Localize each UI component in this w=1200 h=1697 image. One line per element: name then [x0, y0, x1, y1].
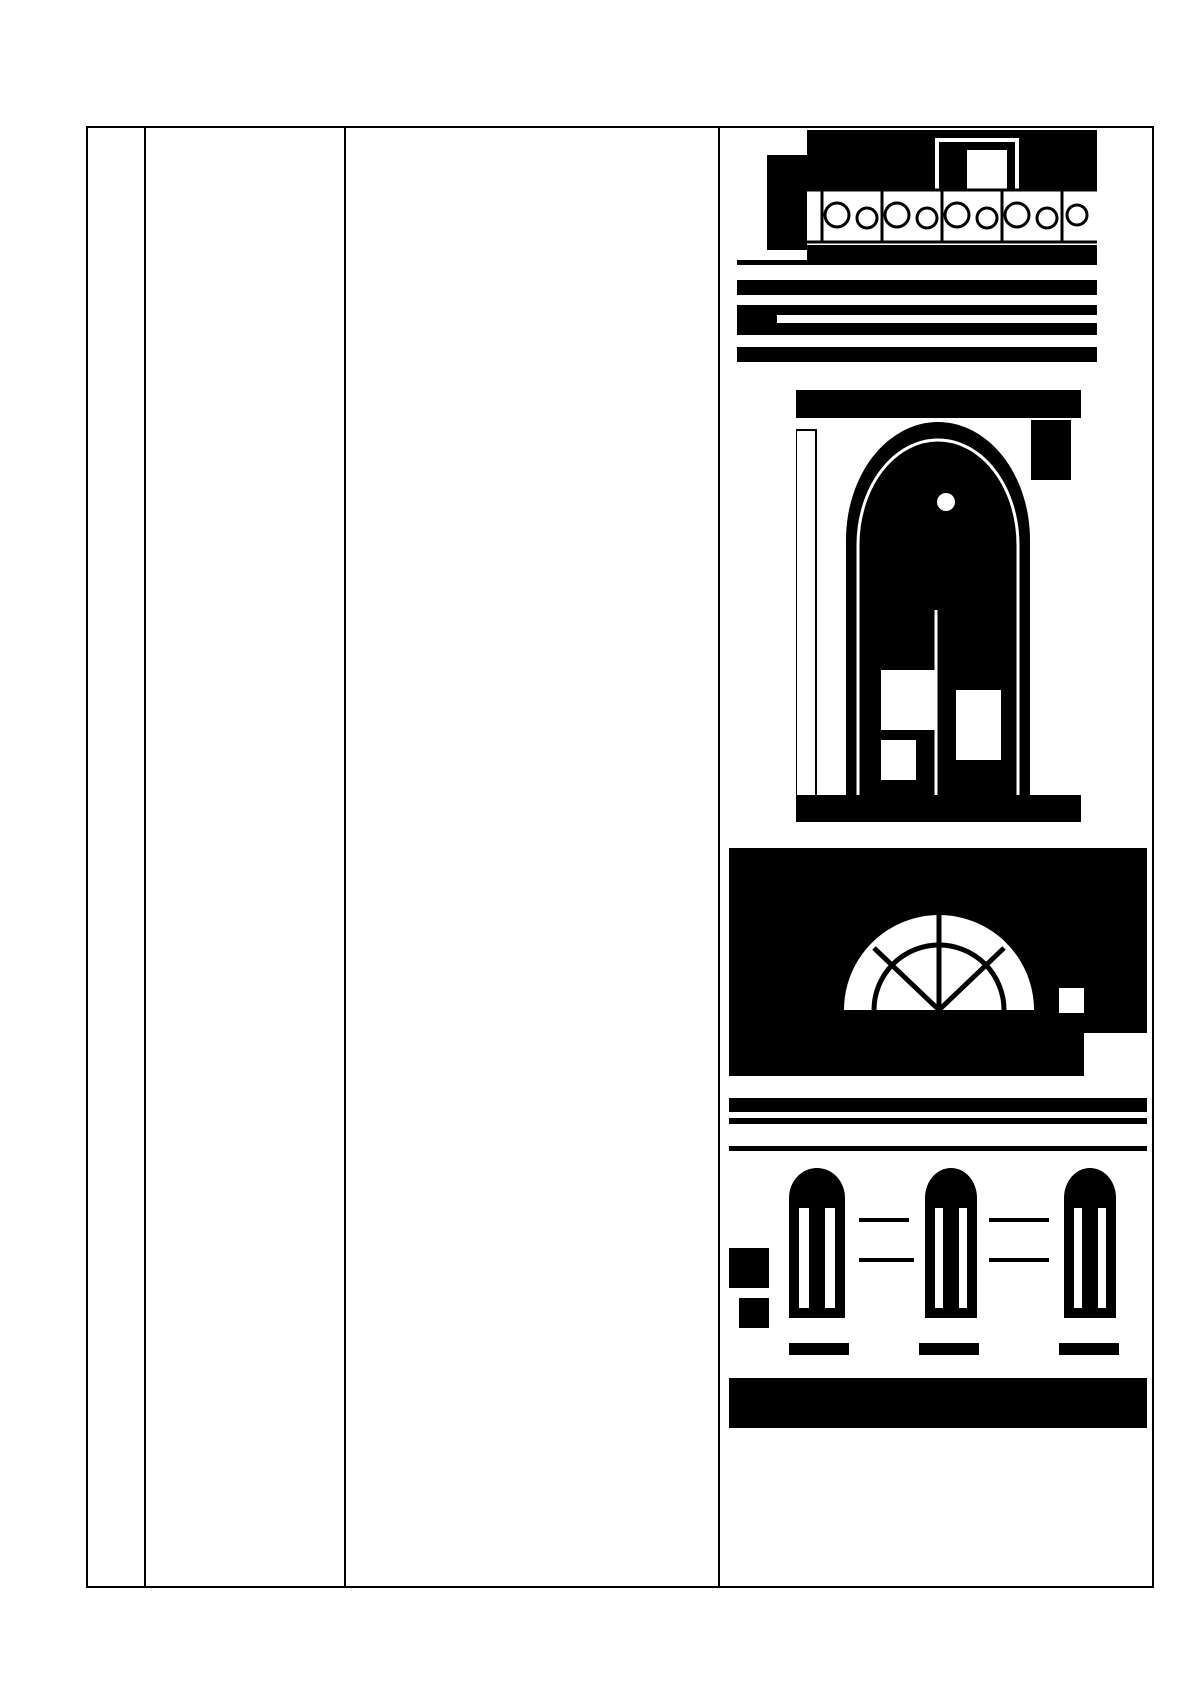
arched-doorway-photo [796, 390, 1081, 822]
transom-window-photo [729, 848, 1147, 1076]
column-divider [718, 128, 720, 1586]
column-divider [344, 128, 346, 1586]
balcony-photo [737, 130, 1139, 362]
column-divider [144, 128, 146, 1586]
facade-windows-photo [729, 1098, 1147, 1428]
